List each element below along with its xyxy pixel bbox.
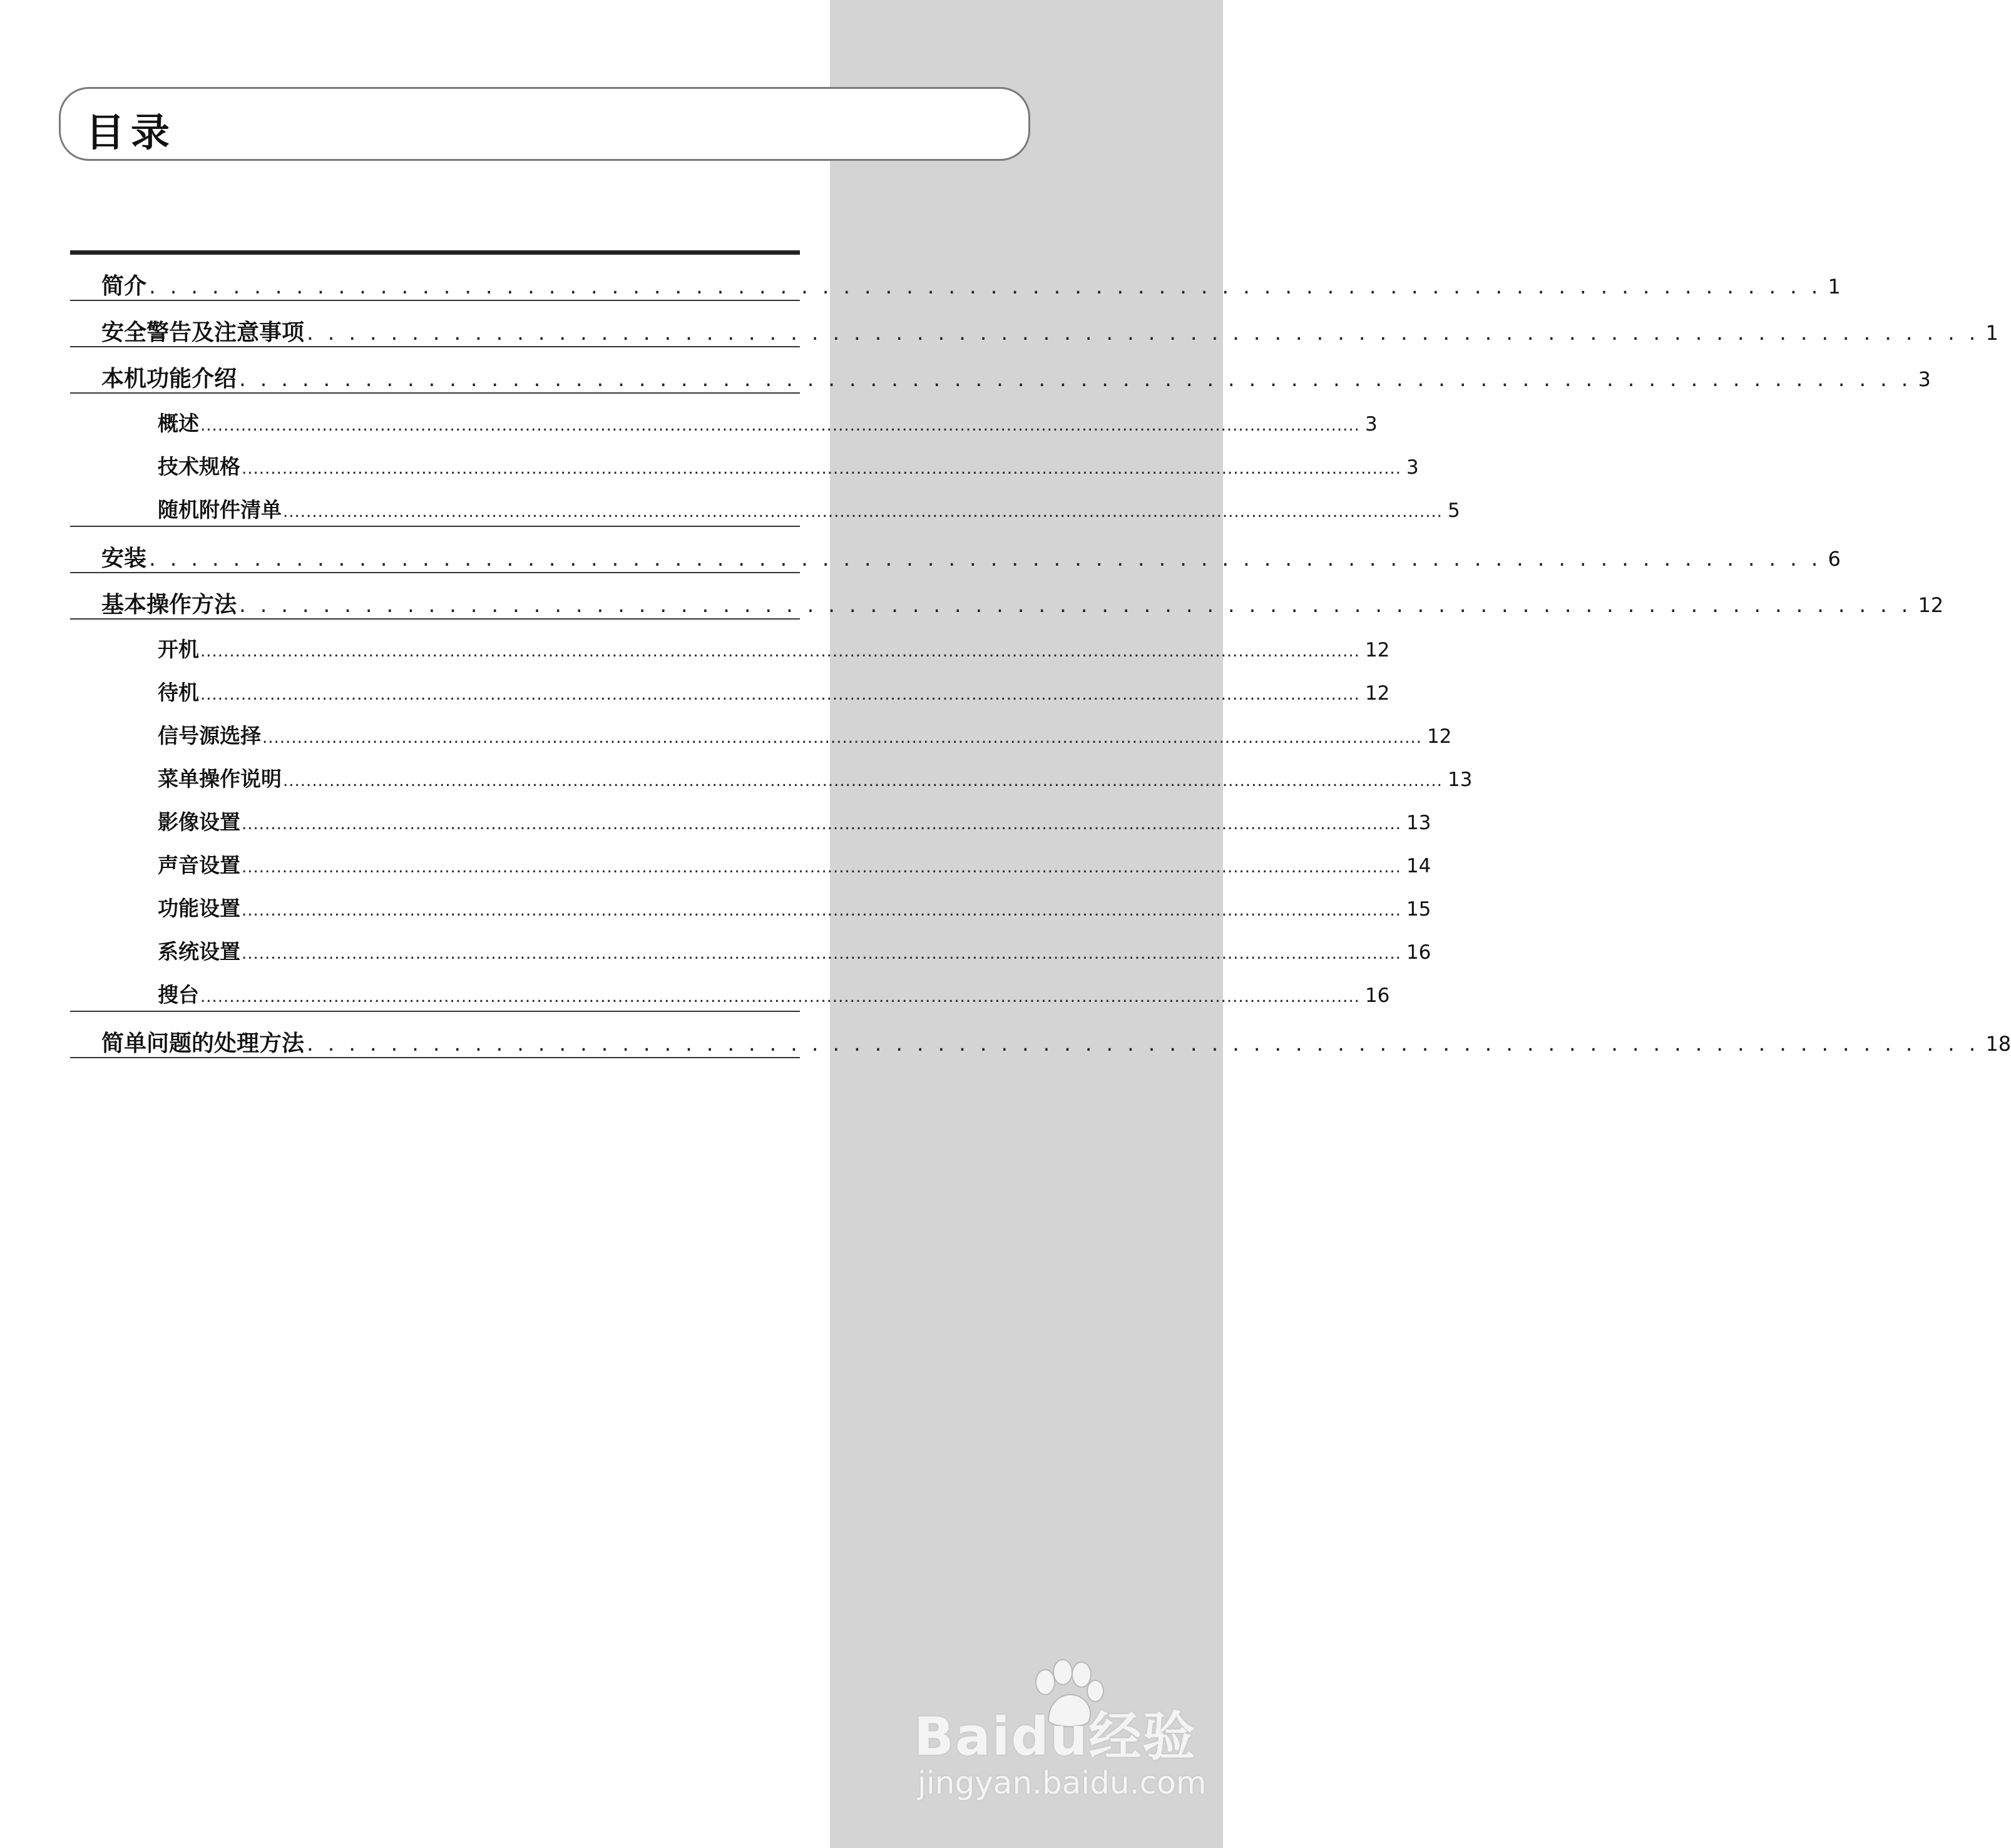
toc-entry[interactable] bbox=[70, 1012, 2011, 1058]
leader-dots: ........................................................................................................................................................................................................ bbox=[283, 772, 1443, 790]
leader-dots: . . . . . . . . . . . . . . . . . . . . . . . . . . . . . . . . . . . . . . . . . . . . . . . . . . . . . . . . . . . . . . . . . . . . . . . . . . . . . . . . bbox=[307, 1031, 1980, 1056]
leader-dots: ........................................................................................................................................................................................................ bbox=[242, 858, 1401, 877]
leader-dots: ........................................................................................................................................................................................................ bbox=[242, 459, 1401, 478]
toc-rows bbox=[70, 255, 2011, 1058]
toc-subentry-label: 概述 bbox=[158, 411, 199, 436]
toc-entry[interactable] bbox=[70, 573, 1944, 620]
page-title: 目录 bbox=[86, 110, 177, 155]
toc-subentry-page: 16 bbox=[1364, 984, 1390, 1007]
toc-entry-label: 简介 bbox=[101, 273, 147, 299]
toc-subentry-label: 系统设置 bbox=[158, 939, 240, 964]
toc-subentry-label: 技术规格 bbox=[158, 454, 240, 479]
watermark-logo-text: Baidu经验 bbox=[914, 1706, 1197, 1767]
toc-entry-page: 1 bbox=[1985, 321, 1998, 345]
toc-entry-label: 简单问题的处理方法 bbox=[101, 1031, 305, 1056]
toc-subentry[interactable] bbox=[70, 792, 1431, 835]
toc-subentry-label: 声音设置 bbox=[158, 853, 240, 877]
toc-subentry-page: 12 bbox=[1426, 725, 1452, 748]
toc-top-rule bbox=[70, 250, 800, 255]
toc-subentry-label: 菜单操作说明 bbox=[158, 767, 282, 791]
leader-dots: ........................................................................................................................................................................................................ bbox=[200, 988, 1360, 1006]
toc-subentry[interactable] bbox=[70, 437, 1419, 480]
toc-subentry[interactable] bbox=[70, 663, 1390, 706]
toc-subentry-page: 5 bbox=[1447, 499, 1460, 522]
toc-entry-page: 18 bbox=[1985, 1032, 2011, 1056]
toc-subentry-page: 14 bbox=[1406, 855, 1431, 877]
toc-entry-label: 安装 bbox=[101, 546, 147, 571]
leader-dots: ........................................................................................................................................................................................................ bbox=[200, 416, 1360, 435]
toc-subentry[interactable] bbox=[70, 879, 1431, 922]
toc-subgroup bbox=[70, 620, 1473, 1012]
toc-entry-page: 1 bbox=[1828, 275, 1841, 299]
toc-subentry-page: 13 bbox=[1406, 812, 1431, 834]
toc-subentry-label: 待机 bbox=[158, 680, 199, 705]
leader-dots: . . . . . . . . . . . . . . . . . . . . . . . . . . . . . . . . . . . . . . . . . . . . . . . . . . . . . . . . . . . . . . . . . . . . . . . . . . . . . . . . bbox=[239, 593, 1912, 618]
toc-subentry-page: 12 bbox=[1364, 639, 1390, 661]
leader-dots: ........................................................................................................................................................................................................ bbox=[200, 685, 1360, 704]
toc-entry[interactable] bbox=[70, 301, 1998, 347]
toc-subentry[interactable] bbox=[70, 749, 1473, 792]
toc-entry[interactable] bbox=[70, 527, 1841, 573]
leader-dots: ........................................................................................................................................................................................................ bbox=[242, 901, 1401, 920]
toc-subentry-label: 信号源选择 bbox=[158, 723, 261, 748]
leader-dots: ........................................................................................................................................................................................................ bbox=[200, 642, 1360, 661]
toc-entry-label: 基本操作方法 bbox=[101, 592, 237, 618]
leader-dots: . . . . . . . . . . . . . . . . . . . . . . . . . . . . . . . . . . . . . . . . . . . . . . . . . . . . . . . . . . . . . . . . . . . . . . . . . . . . . . . . bbox=[149, 546, 1822, 571]
toc-subgroup bbox=[70, 394, 1460, 527]
toc-entry-label: 本机功能介绍 bbox=[101, 366, 237, 392]
toc-subentry-label: 影像设置 bbox=[158, 810, 240, 834]
toc-entry-page: 6 bbox=[1828, 547, 1841, 571]
leader-dots: ........................................................................................................................................................................................................ bbox=[242, 815, 1401, 834]
toc-entry-page: 3 bbox=[1918, 367, 1931, 391]
toc-entry-page: 12 bbox=[1918, 593, 1944, 617]
toc-subentry[interactable] bbox=[70, 965, 1390, 1008]
toc-subentry-page: 13 bbox=[1447, 768, 1473, 791]
toc-subentry-page: 3 bbox=[1406, 456, 1419, 479]
watermark bbox=[914, 1658, 1214, 1809]
toc-subentry[interactable] bbox=[70, 480, 1460, 523]
toc-subentry-page: 3 bbox=[1364, 413, 1378, 436]
leader-dots: ........................................................................................................................................................................................................ bbox=[242, 944, 1401, 963]
toc-subentry-page: 12 bbox=[1364, 682, 1390, 705]
leader-dots: . . . . . . . . . . . . . . . . . . . . . . . . . . . . . . . . . . . . . . . . . . . . . . . . . . . . . . . . . . . . . . . . . . . . . . . . . . . . . . . . bbox=[239, 367, 1912, 392]
toc-entry-label: 安全警告及注意事项 bbox=[101, 320, 305, 345]
toc-subentry[interactable] bbox=[70, 706, 1452, 749]
toc-subentry-label: 功能设置 bbox=[158, 896, 240, 921]
toc-subentry-label: 随机附件清单 bbox=[158, 498, 282, 522]
title-box bbox=[59, 87, 1030, 161]
toc-subentry-label: 搜台 bbox=[158, 983, 199, 1007]
toc-subentry[interactable] bbox=[70, 394, 1378, 437]
leader-dots: . . . . . . . . . . . . . . . . . . . . . . . . . . . . . . . . . . . . . . . . . . . . . . . . . . . . . . . . . . . . . . . . . . . . . . . . . . . . . . . . bbox=[307, 320, 1980, 345]
leader-dots: ........................................................................................................................................................................................................ bbox=[262, 728, 1422, 747]
toc-entry[interactable] bbox=[70, 255, 1841, 301]
leader-dots: . . . . . . . . . . . . . . . . . . . . . . . . . . . . . . . . . . . . . . . . . . . . . . . . . . . . . . . . . . . . . . . . . . . . . . . . . . . . . . . . bbox=[149, 274, 1822, 299]
toc-subentry-label: 开机 bbox=[158, 637, 199, 661]
toc-subentry[interactable] bbox=[70, 922, 1431, 965]
toc-subentry-page: 16 bbox=[1406, 941, 1431, 964]
toc-subentry[interactable] bbox=[70, 835, 1431, 879]
toc-subentry-page: 15 bbox=[1406, 898, 1431, 921]
toc-subentry[interactable] bbox=[70, 620, 1390, 663]
toc-entry[interactable] bbox=[70, 347, 1931, 394]
table-of-contents bbox=[70, 250, 2011, 1058]
leader-dots: ........................................................................................................................................................................................................ bbox=[283, 503, 1443, 521]
watermark-url: jingyan.baidu.com bbox=[918, 1765, 1207, 1801]
